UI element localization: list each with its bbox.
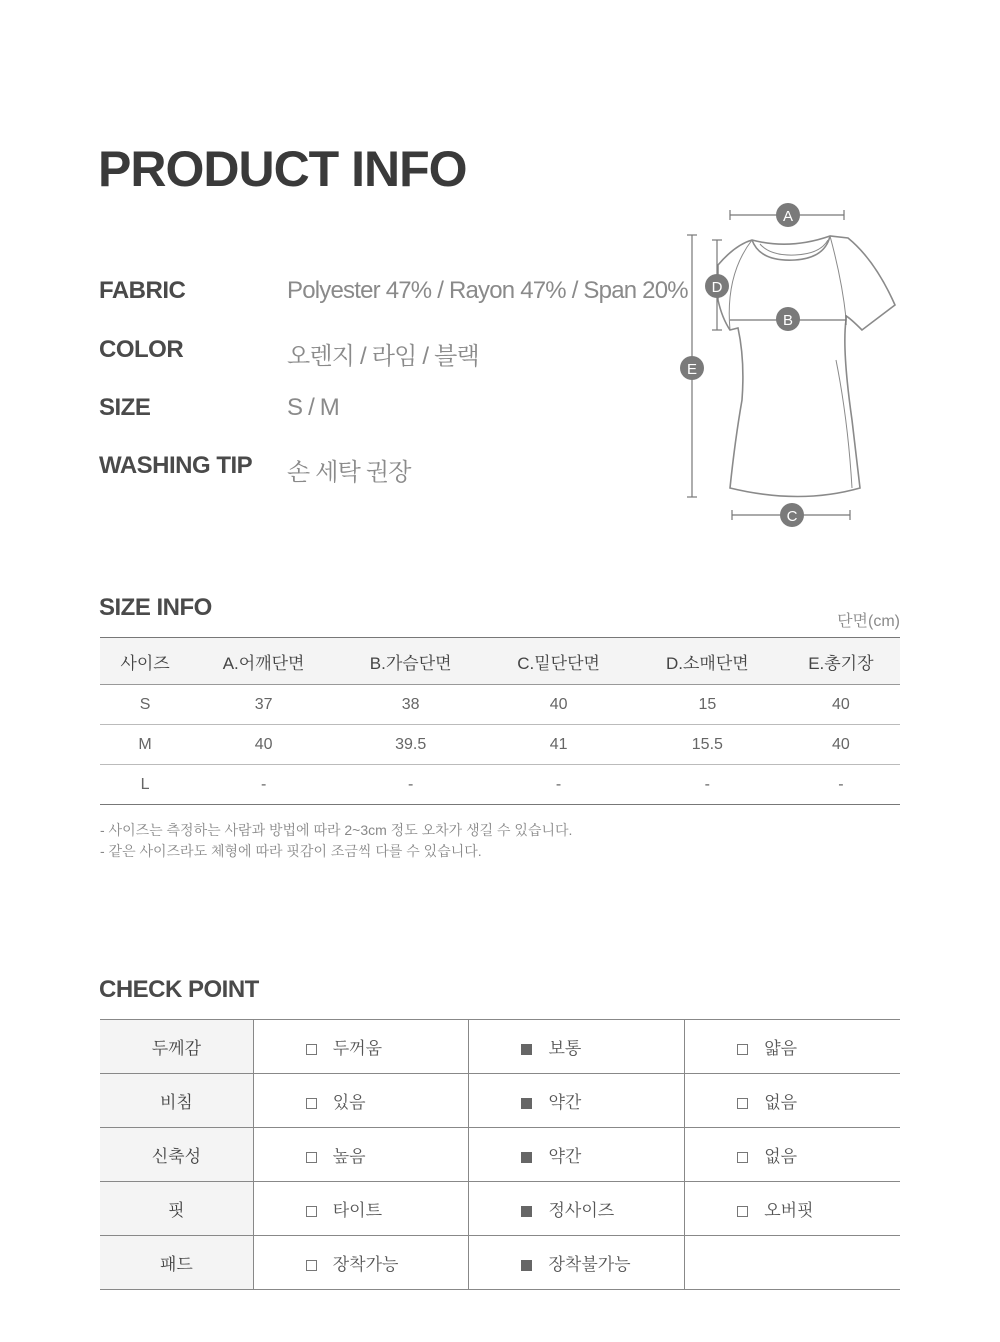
table-cell: -	[190, 765, 337, 805]
table-cell: L	[100, 765, 190, 805]
marker-c	[780, 503, 804, 527]
check-label: 비침	[100, 1074, 253, 1128]
size-table	[100, 637, 900, 805]
header-cell: E.총기장	[782, 638, 900, 685]
check-row-fit	[100, 1182, 900, 1236]
table-row	[100, 685, 900, 725]
check-option-label: 약간	[548, 1093, 582, 1112]
check-option-label: 있음	[332, 1093, 366, 1112]
check-option	[469, 1074, 685, 1128]
table-cell: 15	[633, 685, 782, 725]
table-cell: M	[100, 725, 190, 765]
info-row-color	[99, 336, 699, 376]
header-cell: 사이즈	[100, 638, 190, 685]
check-label: 신축성	[100, 1128, 253, 1182]
checkbox-filled-icon	[521, 1044, 532, 1055]
check-option	[253, 1128, 469, 1182]
table-cell: 40	[782, 725, 900, 765]
check-row-elasticity	[100, 1128, 900, 1182]
marker-label: B	[782, 312, 794, 329]
table-cell: 39.5	[337, 725, 484, 765]
size-table-header	[100, 638, 900, 685]
check-option-empty	[685, 1236, 900, 1290]
check-label: 패드	[100, 1236, 253, 1290]
info-row-washing-tip	[99, 452, 699, 492]
check-option	[685, 1182, 900, 1236]
check-point-table	[100, 1019, 900, 1290]
check-option	[469, 1128, 685, 1182]
table-cell: 40	[782, 685, 900, 725]
size-note: - 사이즈는 측정하는 사람과 방법에 따라 2~3cm 정도 오차가 생길 수 있습니다.	[100, 822, 573, 838]
check-row-thickness	[100, 1020, 900, 1074]
check-option	[253, 1074, 469, 1128]
checkbox-filled-icon	[521, 1098, 532, 1109]
check-label: 두께감	[100, 1020, 253, 1074]
checkbox-empty-icon	[306, 1260, 317, 1271]
check-option	[685, 1020, 900, 1074]
marker-a	[776, 203, 800, 227]
checkbox-filled-icon	[521, 1152, 532, 1163]
table-row	[100, 725, 900, 765]
tshirt-measurement-diagram	[670, 200, 910, 540]
check-option-label: 얇음	[764, 1039, 798, 1058]
check-option	[253, 1182, 469, 1236]
marker-d	[705, 274, 729, 298]
check-option	[253, 1236, 469, 1290]
check-option-label: 높음	[332, 1147, 366, 1166]
check-option-label: 약간	[548, 1147, 582, 1166]
marker-label: E	[686, 361, 698, 378]
table-cell: -	[337, 765, 484, 805]
checkbox-empty-icon	[737, 1152, 748, 1163]
table-cell: 41	[484, 725, 633, 765]
header-cell: C.밑단단면	[484, 638, 633, 685]
table-cell: 40	[484, 685, 633, 725]
check-row-pad	[100, 1236, 900, 1290]
checkbox-filled-icon	[521, 1260, 532, 1271]
check-option-label: 두꺼움	[332, 1039, 383, 1058]
table-cell: 37	[190, 685, 337, 725]
check-row-sheerness	[100, 1074, 900, 1128]
header-cell: D.소매단면	[633, 638, 782, 685]
marker-label: D	[711, 279, 723, 296]
check-option-label: 타이트	[332, 1201, 383, 1220]
info-value: 오렌지 / 라임 / 블랙	[287, 343, 479, 370]
check-option	[685, 1074, 900, 1128]
size-unit-label: 단면(cm)	[837, 613, 900, 630]
info-value: Polyester 47% / Rayon 47% / Span 20%	[287, 277, 688, 304]
info-label: FABRIC	[99, 277, 186, 304]
info-value: S / M	[287, 394, 340, 421]
table-cell: -	[484, 765, 633, 805]
check-option-label: 정사이즈	[548, 1201, 615, 1220]
check-option	[469, 1020, 685, 1074]
checkbox-empty-icon	[306, 1152, 317, 1163]
info-row-size	[99, 394, 699, 434]
checkbox-filled-icon	[521, 1206, 532, 1217]
checkbox-empty-icon	[737, 1044, 748, 1055]
size-note: - 같은 사이즈라도 체형에 따라 핏감이 조금씩 다를 수 있습니다.	[100, 843, 482, 859]
check-option	[685, 1128, 900, 1182]
check-option-label: 없음	[764, 1147, 798, 1166]
page-title: PRODUCT INFO	[98, 141, 467, 197]
check-option-label: 보통	[548, 1039, 582, 1058]
table-cell: 40	[190, 725, 337, 765]
check-option-label: 장착가능	[332, 1255, 399, 1274]
info-value: 손 세탁 권장	[287, 459, 411, 486]
checkbox-empty-icon	[737, 1098, 748, 1109]
checkbox-empty-icon	[306, 1098, 317, 1109]
table-row	[100, 765, 900, 805]
check-point-title: CHECK POINT	[99, 976, 259, 1003]
table-cell: 38	[337, 685, 484, 725]
checkbox-empty-icon	[306, 1044, 317, 1055]
checkbox-empty-icon	[737, 1206, 748, 1217]
info-row-fabric	[99, 277, 699, 317]
check-option	[469, 1236, 685, 1290]
check-option	[469, 1182, 685, 1236]
marker-label: A	[782, 208, 794, 225]
marker-label: C	[786, 508, 798, 525]
size-info-title: SIZE INFO	[99, 594, 212, 621]
marker-e	[680, 356, 704, 380]
info-label: COLOR	[99, 336, 184, 363]
check-option	[253, 1020, 469, 1074]
checkbox-empty-icon	[306, 1206, 317, 1217]
header-cell: A.어깨단면	[190, 638, 337, 685]
check-option-label: 오버핏	[764, 1201, 814, 1220]
table-cell: -	[782, 765, 900, 805]
check-option-label: 없음	[764, 1093, 798, 1112]
table-cell: 15.5	[633, 725, 782, 765]
table-cell: S	[100, 685, 190, 725]
check-label: 핏	[100, 1182, 253, 1236]
check-option-label: 장착불가능	[548, 1255, 631, 1274]
marker-b	[776, 307, 800, 331]
info-label: SIZE	[99, 394, 151, 421]
header-cell: B.가슴단면	[337, 638, 484, 685]
info-label: WASHING TIP	[99, 452, 253, 479]
table-cell: -	[633, 765, 782, 805]
tshirt-outline	[718, 236, 895, 497]
